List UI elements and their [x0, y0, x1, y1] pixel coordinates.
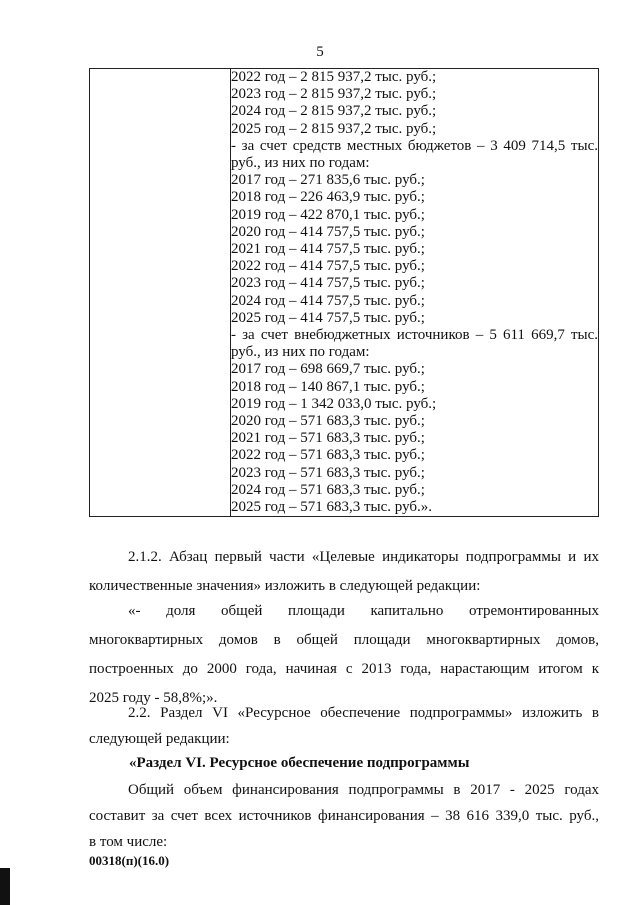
table-line: 2021 год – 571 683,3 тыс. руб.;: [231, 430, 425, 447]
scan-margin-mark: [0, 868, 10, 905]
table-line: 2025 год – 2 815 937,2 тыс. руб.;: [231, 120, 437, 137]
table-left-cell: [90, 69, 231, 517]
paragraph-line: «- доля общей площади капитально отремонтированных: [128, 603, 599, 619]
financing-table: [89, 68, 599, 517]
table-line: 2023 год – 414 757,5 тыс. руб.;: [231, 275, 425, 292]
table-line: 2017 год – 698 669,7 тыс. руб.;: [231, 361, 425, 378]
financing-paragraph: [89, 777, 599, 855]
table-line: 2025 год – 414 757,5 тыс. руб.;: [231, 309, 425, 326]
table-line: руб., из них по годам:: [231, 344, 370, 361]
table-line: 2017 год – 271 835,6 тыс. руб.;: [231, 172, 425, 189]
table-line: 2024 год – 571 683,3 тыс. руб.;: [231, 481, 425, 498]
table-line: 2025 год – 571 683,3 тыс. руб.».: [231, 499, 433, 516]
table-line: 2020 год – 414 757,5 тыс. руб.;: [231, 223, 425, 240]
paragraph-line: построенных до 2000 года, начиная с 2013 года, нарастающим итогом к: [89, 661, 599, 677]
quoted-indicator-paragraph: [89, 597, 599, 713]
paragraph-line: в том числе:: [89, 834, 168, 850]
table-right-cell: [231, 69, 599, 517]
table-line: 2021 год – 414 757,5 тыс. руб.;: [231, 241, 425, 258]
table-line: 2019 год – 422 870,1 тыс. руб.;: [231, 206, 425, 223]
table-line: 2019 год – 1 342 033,0 тыс. руб.;: [231, 395, 437, 412]
paragraph-2-2: [89, 700, 599, 752]
table-line: 2022 год – 414 757,5 тыс. руб.;: [231, 258, 425, 275]
section-heading: «Раздел VI. Ресурсное обеспечение подпрограммы: [129, 755, 470, 771]
table-line: 2023 год – 2 815 937,2 тыс. руб.;: [231, 86, 437, 103]
paragraph-line: количественные значения» изложить в следующей редакции:: [89, 578, 481, 594]
table-line: 2022 год – 571 683,3 тыс. руб.;: [231, 447, 425, 464]
table-line: 2020 год – 571 683,3 тыс. руб.;: [231, 413, 425, 430]
table-line: 2018 год – 226 463,9 тыс. руб.;: [231, 189, 425, 206]
paragraph-line: 2.2. Раздел VI «Ресурсное обеспечение подпрограммы» изложить в: [128, 705, 599, 721]
paragraph-line: 2.1.2. Абзац первый части «Целевые индикаторы подпрограммы и их: [128, 549, 599, 565]
table-line: руб., из них по годам:: [231, 155, 370, 172]
paragraph-line: многоквартирных домов в общей площади многоквартирных домов,: [89, 632, 599, 648]
page-number: 5: [316, 44, 324, 60]
table-line: 2018 год – 140 867,1 тыс. руб.;: [231, 378, 425, 395]
document-code: 00318(п)(16.0): [89, 853, 170, 868]
paragraph-line: Общий объем финансирования подпрограммы в 2017 - 2025 годах: [128, 782, 599, 798]
paragraph-line: следующей редакции:: [89, 731, 230, 747]
table-line: 2024 год – 2 815 937,2 тыс. руб.;: [231, 103, 437, 120]
table-line: 2022 год – 2 815 937,2 тыс. руб.;: [231, 69, 437, 85]
paragraph-2-1-2: [89, 543, 599, 601]
paragraph-line: 2025 году - 58,8%;».: [89, 690, 218, 706]
table-line: - за счет средств местных бюджетов – 3 409 714,5 тыс.: [231, 137, 598, 154]
table-line: 2023 год – 571 683,3 тыс. руб.;: [231, 464, 425, 481]
table-line: 2024 год – 414 757,5 тыс. руб.;: [231, 292, 425, 309]
paragraph-line: составит за счет всех источников финансирования – 38 616 339,0 тыс. руб.,: [89, 808, 599, 824]
table-line: - за счет внебюджетных источников – 5 611 669,7 тыс.: [231, 327, 598, 344]
